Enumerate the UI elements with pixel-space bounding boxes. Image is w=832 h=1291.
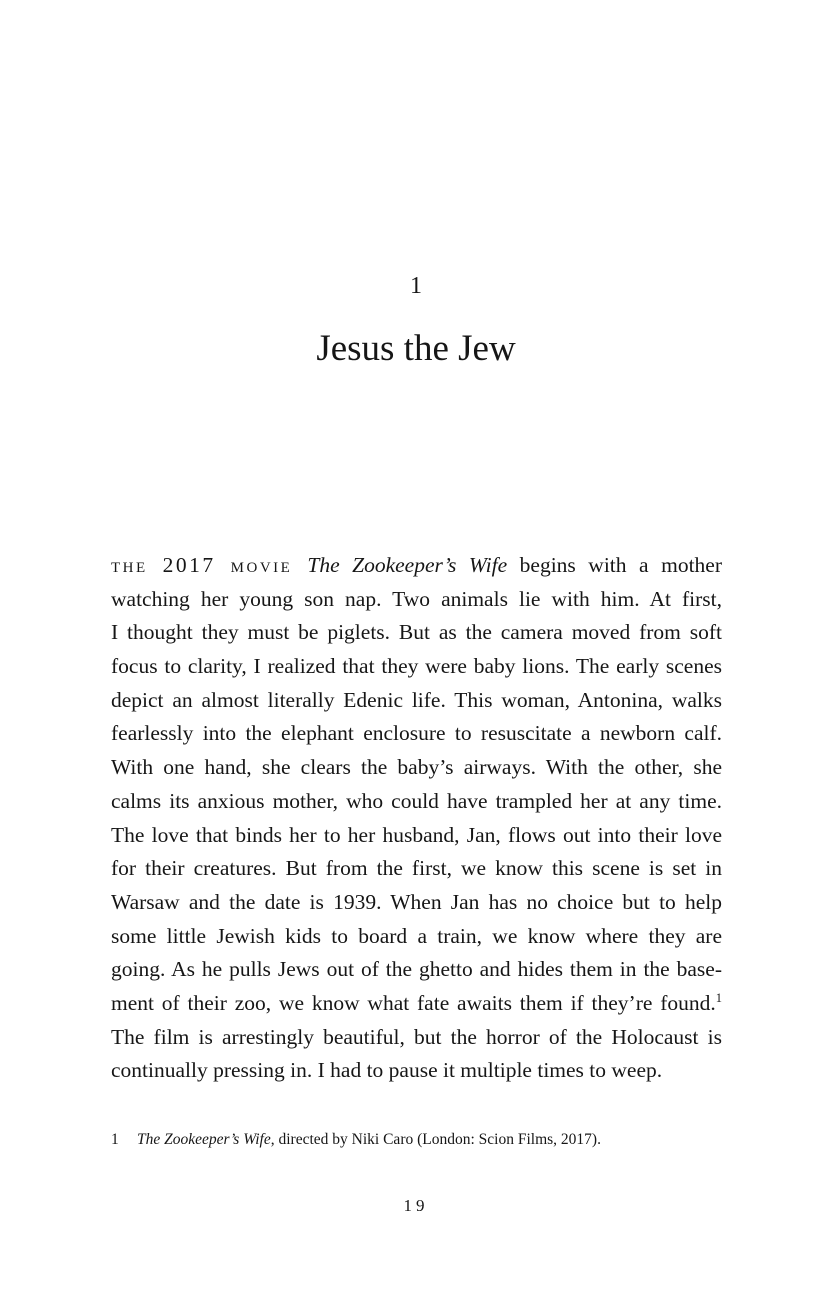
text-segment: calms its anxious mother, who could have trampled her at any time.	[111, 788, 722, 813]
text-segment: depict an almost literally Edenic life. This woman, Antonina, walks	[111, 687, 722, 712]
footnote-reference: 1	[715, 990, 722, 1005]
body-line	[111, 852, 722, 886]
text-segment: continually pressing in. I had to pause it multiple times to weep.	[111, 1058, 663, 1083]
footnote	[111, 1129, 722, 1150]
body-line	[111, 953, 722, 987]
body-line	[111, 920, 722, 954]
text-segment: The Zookeeper’s Wife	[307, 553, 508, 577]
text-segment: With one hand, she clears the baby’s airways. With the other, she	[111, 755, 722, 780]
body-line	[111, 549, 722, 583]
text-segment: going. As he pulls Jews out of the ghetto and hides them in the base-	[111, 957, 722, 982]
text-segment: for their creatures. But from the first, we know this scene is set in	[111, 856, 722, 881]
footnote-text	[137, 1131, 601, 1148]
text-segment: ment of their zoo, we know what fate awaits them if they’re found.	[111, 990, 716, 1015]
chapter-number: 1	[410, 273, 422, 299]
body-line	[111, 1054, 722, 1088]
text-segment: begins with a mother	[507, 553, 722, 577]
body-line	[111, 785, 722, 819]
body-line	[111, 717, 722, 751]
page-number: 19	[403, 1196, 429, 1215]
body-line	[111, 684, 722, 718]
body-line	[111, 616, 722, 650]
text-segment: fearlessly into the elephant enclosure to resuscitate a newborn calf.	[111, 721, 722, 746]
text-segment: focus to clarity, I realized that they were baby lions. The early scenes	[111, 654, 722, 679]
chapter-title: Jesus the Jew	[316, 328, 516, 369]
text-segment: watching her young son nap. Two animals lie with him. At first,	[111, 586, 722, 611]
text-segment: , directed by Niki Caro (London: Scion Films, 2017).	[270, 1131, 601, 1148]
text-segment: The film is arrestingly beautiful, but the horror of the Holocaust is	[111, 1024, 722, 1049]
body-line	[111, 987, 722, 1021]
body-line	[111, 1021, 722, 1055]
text-segment: the 2017 movie	[111, 553, 308, 577]
footnote-marker: 1	[111, 1131, 119, 1148]
body-line	[111, 886, 722, 920]
text-segment: The Zookeeper’s Wife	[137, 1131, 271, 1148]
text-segment: The love that binds her to her husband, Jan, flows out into their love	[111, 822, 722, 847]
text-segment: I thought they must be piglets. But as the camera moved from soft	[111, 620, 722, 645]
body-line	[111, 583, 722, 617]
body-text	[111, 549, 722, 1088]
body-line	[111, 751, 722, 785]
body-line	[111, 650, 722, 684]
text-segment: Warsaw and the date is 1939. When Jan has no choice but to help	[111, 889, 722, 914]
text-segment: some little Jewish kids to board a train, we know where they are	[111, 923, 722, 948]
body-line	[111, 819, 722, 853]
